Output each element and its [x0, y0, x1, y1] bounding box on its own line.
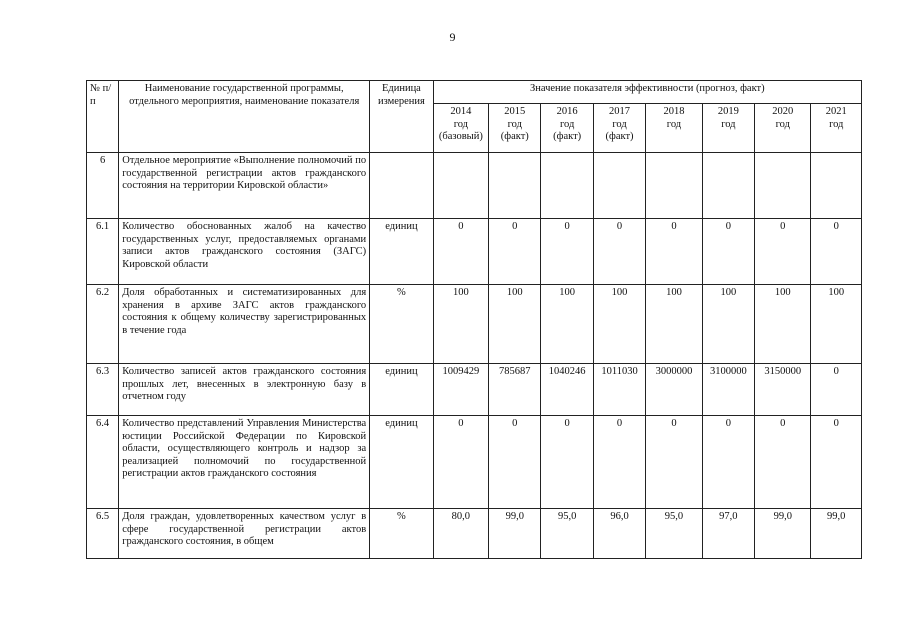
header-year: 2015 год (факт)	[489, 104, 541, 153]
row-value: 0	[755, 416, 811, 509]
page-number: 9	[449, 30, 456, 44]
row-value: 97,0	[702, 509, 754, 559]
row-name: Количество записей актов гражданского состояния прошлых лет, внесенных в электронную базу в отчетном году	[119, 364, 370, 416]
header-year: 2014 год (базовый)	[433, 104, 488, 153]
row-value: 0	[811, 416, 862, 509]
row-value: 1040246	[541, 364, 593, 416]
header-year: 2021 год	[811, 104, 862, 153]
row-num: 6.4	[87, 416, 119, 509]
row-value: 0	[811, 364, 862, 416]
row-value: 0	[646, 219, 702, 285]
row-value: 3150000	[755, 364, 811, 416]
row-value: 99,0	[489, 509, 541, 559]
row-value: 0	[811, 219, 862, 285]
row-num: 6	[87, 153, 119, 219]
row-value: 0	[541, 219, 593, 285]
header-year: 2016 год (факт)	[541, 104, 593, 153]
row-unit: %	[370, 285, 433, 364]
row-value: 100	[433, 285, 488, 364]
row-value: 0	[489, 416, 541, 509]
table-row	[87, 416, 862, 509]
row-value: 785687	[489, 364, 541, 416]
row-value: 100	[811, 285, 862, 364]
row-value: 0	[755, 219, 811, 285]
header-year: 2018 год	[646, 104, 702, 153]
table-row	[87, 219, 862, 285]
row-value	[702, 153, 754, 219]
row-value: 100	[755, 285, 811, 364]
table-row	[87, 364, 862, 416]
row-value: 1009429	[433, 364, 488, 416]
header-year: 2017 год (факт)	[593, 104, 645, 153]
row-value	[433, 153, 488, 219]
row-unit: %	[370, 509, 433, 559]
row-value: 0	[593, 416, 645, 509]
row-value: 0	[702, 219, 754, 285]
row-value: 99,0	[811, 509, 862, 559]
row-value: 99,0	[755, 509, 811, 559]
header-values: Значение показателя эффективности (прогноз, факт)	[433, 81, 861, 104]
row-value: 0	[433, 416, 488, 509]
header-unit: Единица измерения	[370, 81, 433, 153]
row-unit: единиц	[370, 219, 433, 285]
row-value: 96,0	[593, 509, 645, 559]
row-unit: единиц	[370, 416, 433, 509]
row-value: 100	[593, 285, 645, 364]
indicators-table	[86, 80, 862, 559]
header-name: Наименование государственной программы, отдельного мероприятия, наименование показателя	[119, 81, 370, 153]
row-value: 95,0	[541, 509, 593, 559]
row-value	[541, 153, 593, 219]
row-value: 100	[489, 285, 541, 364]
row-unit	[370, 153, 433, 219]
header-num: № п/п	[87, 81, 119, 153]
row-value	[646, 153, 702, 219]
row-value: 0	[646, 416, 702, 509]
row-value: 0	[489, 219, 541, 285]
row-name: Доля граждан, удовлетворенных качеством услуг в сфере государственной регистрации актов гражданского состояния, в общем	[119, 509, 370, 559]
row-name: Количество обоснованных жалоб на качество государственных услуг, предоставляемых органами записи актов гражданского состояния (ЗАГС) Кировской области	[119, 219, 370, 285]
row-value: 1011030	[593, 364, 645, 416]
row-value: 0	[593, 219, 645, 285]
row-value: 0	[433, 219, 488, 285]
row-num: 6.2	[87, 285, 119, 364]
header-year: 2019 год	[702, 104, 754, 153]
header-year: 2020 год	[755, 104, 811, 153]
row-value: 3100000	[702, 364, 754, 416]
table-header-row	[87, 81, 862, 104]
row-name: Доля обработанных и систематизированных для хранения в архиве ЗАГС актов гражданского состояния к общему количеству зарегистрированных в течение года	[119, 285, 370, 364]
table-row	[87, 509, 862, 559]
row-value	[811, 153, 862, 219]
row-num: 6.5	[87, 509, 119, 559]
row-value: 100	[702, 285, 754, 364]
row-value	[593, 153, 645, 219]
row-value: 3000000	[646, 364, 702, 416]
table-row	[87, 153, 862, 219]
table-row	[87, 285, 862, 364]
row-unit: единиц	[370, 364, 433, 416]
row-value: 0	[702, 416, 754, 509]
row-name: Отдельное мероприятие «Выполнение полномочий по государственной регистрации актов гражданского состояния на территории Кировской области»	[119, 153, 370, 219]
row-value: 0	[541, 416, 593, 509]
row-value	[489, 153, 541, 219]
row-value	[755, 153, 811, 219]
row-name: Количество представлений Управления Министерства юстиции Российской Федерации по Кировской области, осуществляющего контроль и надзор за реализацией полномочий по государственной регистрации актов гражданского состояния	[119, 416, 370, 509]
row-num: 6.1	[87, 219, 119, 285]
row-num: 6.3	[87, 364, 119, 416]
row-value: 100	[646, 285, 702, 364]
row-value: 100	[541, 285, 593, 364]
row-value: 80,0	[433, 509, 488, 559]
row-value: 95,0	[646, 509, 702, 559]
